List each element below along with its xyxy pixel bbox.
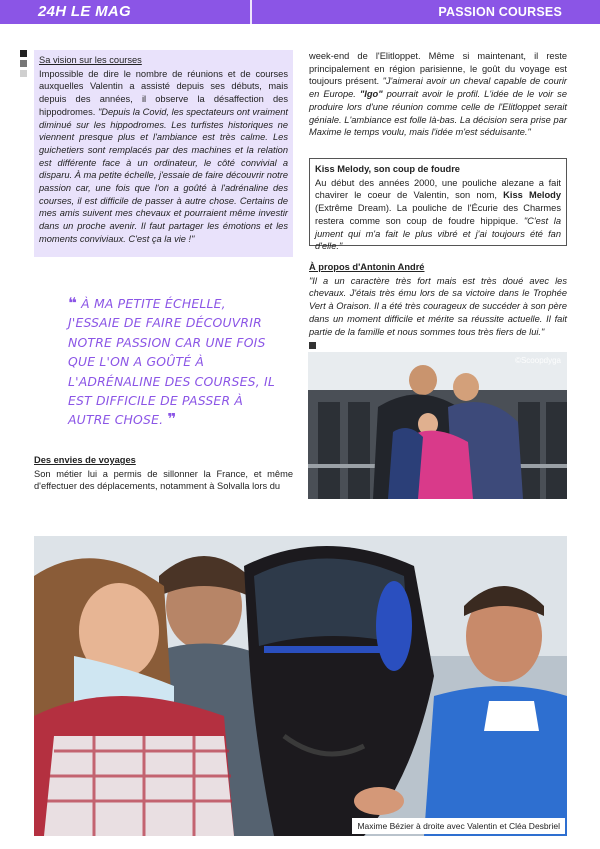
square-dark: [20, 50, 27, 57]
header-divider: [250, 0, 252, 24]
col2-intro: week-end de l'Elitloppet. Même si maintenant, il reste principalement en région parisienne, le goût du voyage est toujours présent.: [309, 51, 567, 87]
vision-title: Sa vision sur les courses: [39, 55, 142, 65]
kiss-title: Kiss Melody, son coup de foudre: [315, 164, 460, 174]
mini-square: [309, 342, 316, 349]
magazine-name: 24H LE MAG: [38, 3, 132, 20]
apropos-section: [309, 261, 567, 338]
col2-quote-a: "J'aimerai avoir un cheval capable de courir en Europe.: [309, 76, 567, 100]
kiss-text-a: Au début des années 2000, une pouliche alezane a fait chavirer le coeur de Valentin, son nom,: [315, 177, 561, 201]
pull-quote: [68, 294, 278, 430]
square-mid: [20, 60, 27, 67]
apropos-quote: "Il a un caractère très fort mais est très doué avec les chevaux. J'étais très ému lors de sa victoire dans le Trophée Vert à Oraison. Il a été très courageux de succéder à son père dans un moment difficile et mérite sa réussite actuelle. Il fait partie de la famille et nous sommes tous très fiers de lui.": [309, 275, 567, 337]
col2-paragraph: [309, 50, 567, 139]
photo-celebration: [308, 352, 567, 499]
quote-open-icon: ❝: [68, 294, 78, 312]
col2-igo: "Igo": [359, 89, 383, 100]
quote-close-icon: ❞: [167, 410, 177, 429]
celebration-illustration: [308, 352, 567, 499]
kiss-box: [309, 158, 567, 252]
vision-box: [34, 50, 293, 257]
photo-horse: [34, 536, 567, 836]
vision-quote: "Depuis la Covid, les spectateurs ont vraiment diminué sur les hippodromes. Les turfistes historiques ne viennent presque plus et l'ambiance est très calme. Les guichetiers sont remplacés par des machines et la relation est différente face à un ordinateur, le côté convivial a disparu. À ma petite échelle, j'essaie de faire découvrir notre passion car, une fois que l'on a goûté à l'adrénaline des courses, il est difficile de passer à autre chose. Certains de mes amis suivent mes chevaux et pourraient même investir dans un proche avenir. Il faut partager les émotions et les moments conviviaux. C'est ça la vie !": [39, 106, 288, 244]
square-light: [20, 70, 27, 77]
col2-quote-b: pourrait avoir le profil. L'idée de le voir se produire lors d'une réunion comme celle de l'Elitloppet serait géniale. L'ambiance est folle là-bas. La décision sera prise par Maxime le temps voulu, mais l'idée m'est séduisante.": [309, 89, 567, 138]
envies-title: Des envies de voyages: [34, 455, 136, 465]
envies-text: Son métier lui a permis de sillonner la France, et même d'effectuer des déplacements, notamment à Solvalla lors du: [34, 468, 293, 492]
apropos-title: À propos d'Antonin André: [309, 262, 425, 272]
envies-section: [34, 454, 293, 493]
kiss-name: Kiss Melody: [503, 190, 561, 201]
section-name: PASSION COURSES: [438, 5, 562, 19]
vision-intro: Impossible de dire le nombre de réunions et de courses auxquelles Valentin a assisté depuis ses débuts, mais depuis des années, il observe la désaffection des hippodromes.: [39, 68, 288, 117]
vision-paragraph: [39, 68, 288, 246]
kiss-text-b: (Extrême Dream). La pouliche de l'Écurie des Charmes restera comme son coup de foudre hippique.: [315, 203, 561, 226]
horse-illustration: [34, 536, 567, 836]
kiss-quote: "C'est la jument qui m'a fait le plus vibré et j'ai toujours été fan d'elle.": [315, 215, 561, 252]
photo1-credit: ©Scoopdyga: [515, 356, 561, 365]
pull-quote-text: À MA PETITE ÉCHELLE, J'ESSAIE DE FAIRE DÉCOUVRIR NOTRE PASSION CAR UNE FOIS QUE L'ON A GOÛTÉ À L'ADRÉNALINE DES COURSES, IL EST DIFFICILE DE PASSER À AUTRE CHOSE.: [68, 296, 275, 428]
page-header: [0, 0, 600, 24]
photo2-caption: Maxime Bézier à droite avec Valentin et Cléa Desbriel: [352, 818, 565, 834]
decorative-squares: [20, 50, 28, 80]
